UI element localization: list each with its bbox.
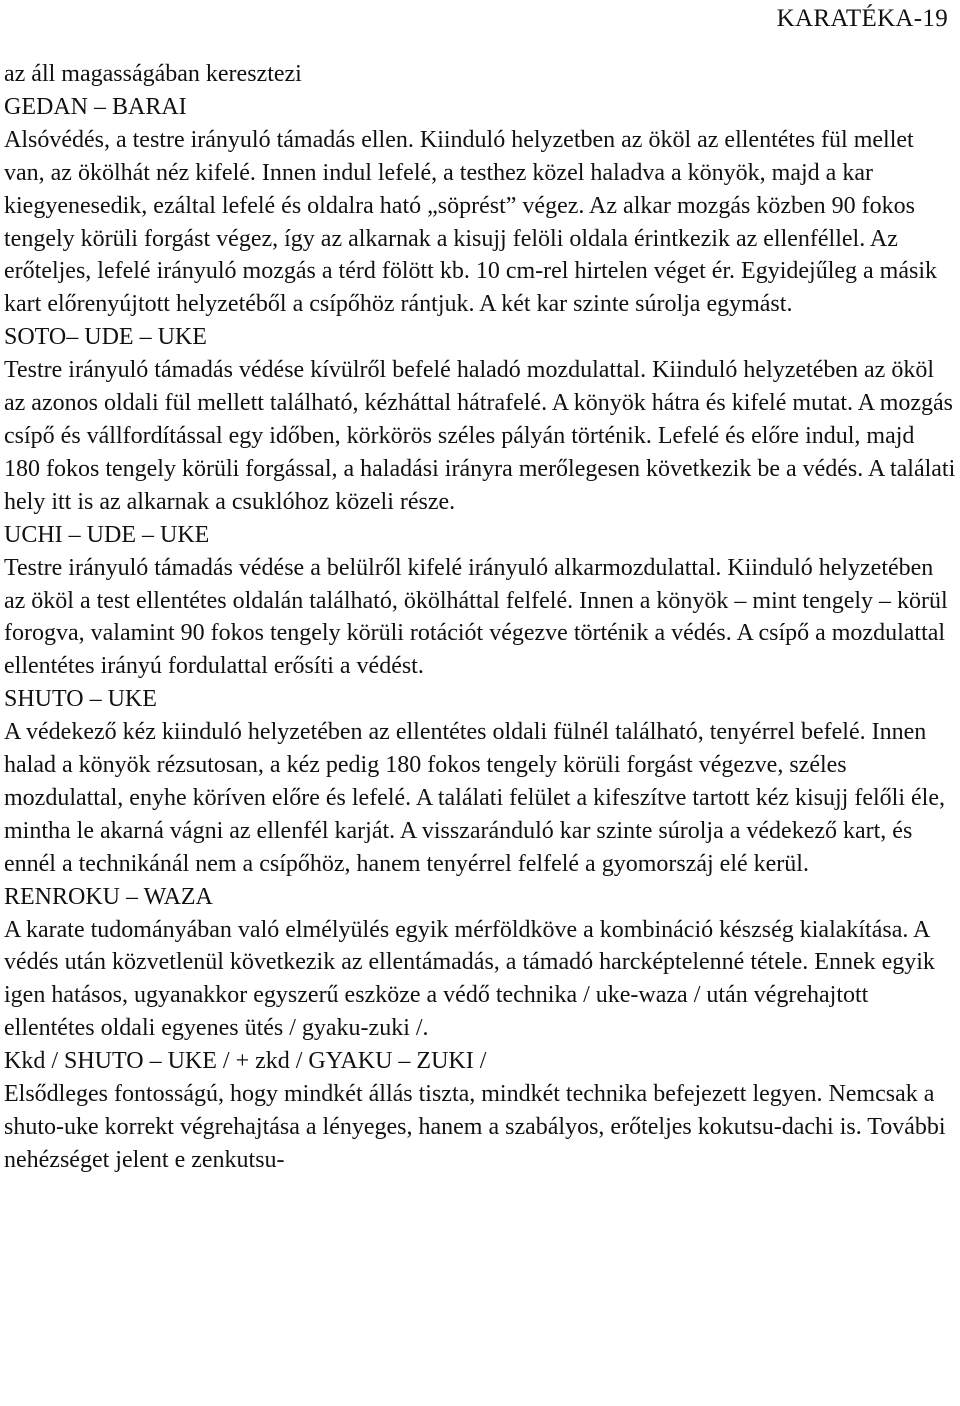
section-heading-gedan-barai: GEDAN – BARAI — [4, 93, 187, 120]
section-text-final: Elsődleges fontosságú, hogy mindkét állás tiszta, mindkét technika befejezett legyen. Nemcsak a shuto-uke korrekt végrehajtása a lényeges, hanem a szabályos, erőteljes kokutsu-dachi is. További nehézséget jelent e zenkutsu- — [4, 1081, 946, 1173]
section-text-uchi-ude-uke: Testre irányuló támadás védése a belülről kifelé irányuló alkarmozdulattal. Kiinduló helyzetében az ököl a test ellentétes oldalán található, ökölháttal felfelé. Innen a könyök – mint tengely – körül forogva, valamint 90 fokos tengely körüli rotációt végezve történik a védés. A csípő a mozdulattal ellentétes irányú fordulattal erősíti a védést. — [4, 554, 948, 680]
section-text-renroku-waza: A karate tudományában való elmélyülés egyik mérföldköve a kombináció készség kialakítása. A védés után közvetlenül következik az ellentámadás, a támadó harcképtelenné tétele. Ennek egyik igen hatásos, ugyanakkor egyszerű eszköze a védő technika / uke-waza / után végrehajtott ellentétes oldali egyenes ütés / gyaku-zuki /. — [4, 916, 935, 1042]
document-body — [4, 58, 956, 1177]
section-heading-soto-ude-uke: SOTO– UDE – UKE — [4, 324, 207, 351]
combination-formula: Kkd / SHUTO – UKE / + zkd / GYAKU – ZUKI / — [4, 1048, 487, 1075]
section-text-gedan-barai: Alsóvédés, a testre irányuló támadás ellen. Kiinduló helyzetben az ököl az ellentétes fül mellet van, az ökölhát néz kifelé. Innen indul lefelé, a testhez közel haladva a könyök, majd a kar kiegyenesedik, ezáltal lefelé és oldalra ható „söprést” végez. Az alkar mozgás közben 90 fokos tengely körüli forgást végez, így az alkarnak a kisujj felöli oldala érintkezik az ellenféllel. Az erőteljes, lefelé irányuló mozgás a térd fölött kb. 10 cm-rel hirtelen véget ér. Egyidejűleg a másik kart előrenyújtott helyzetéből a csípőhöz rántjuk. A két kar szinte súrolja egymást. — [4, 126, 937, 318]
running-header: KARATÉKA-19 — [776, 5, 948, 32]
intro-line: az áll magasságában keresztezi — [4, 61, 302, 87]
section-text-shuto-uke: A védekező kéz kiinduló helyzetében az ellentétes oldali fülnél található, tenyérrel befelé. Innen halad a könyök rézsutosan, a kéz pedig 180 fokos tengely körüli forgást végezve, széles mozdulattal, enyhe köríven előre és lefelé. A találati felület a kifeszítve tartott kéz kisujj felőli éle, mintha le akarná vágni az ellenfél karját. A visszaránduló kar szinte súrolja a védekező kart, és ennél a technikánál nem a csípőhöz, hanem tenyérrel felfelé a gyomorszáj elé kerül. — [4, 719, 945, 877]
section-heading-shuto-uke: SHUTO – UKE — [4, 686, 157, 713]
section-heading-uchi-ude-uke: UCHI – UDE – UKE — [4, 521, 210, 548]
section-text-soto-ude-uke: Testre irányuló támadás védése kívülről befelé haladó mozdulattal. Kiinduló helyzetében az ököl az azonos oldali fül mellett található, kézháttal hátrafelé. A könyök hátra és kifelé mutat. A mozgás csípő és vállfordítással egy időben, körkörös széles pályán történik. Lefelé és előre indul, majd 180 fokos tengely körüli forgással, a haladási irányra merőlegesen következik be a védés. A találati hely itt is az alkarnak a csuklóhoz közeli része. — [4, 357, 956, 515]
section-heading-renroku-waza: RENROKU – WAZA — [4, 883, 213, 910]
